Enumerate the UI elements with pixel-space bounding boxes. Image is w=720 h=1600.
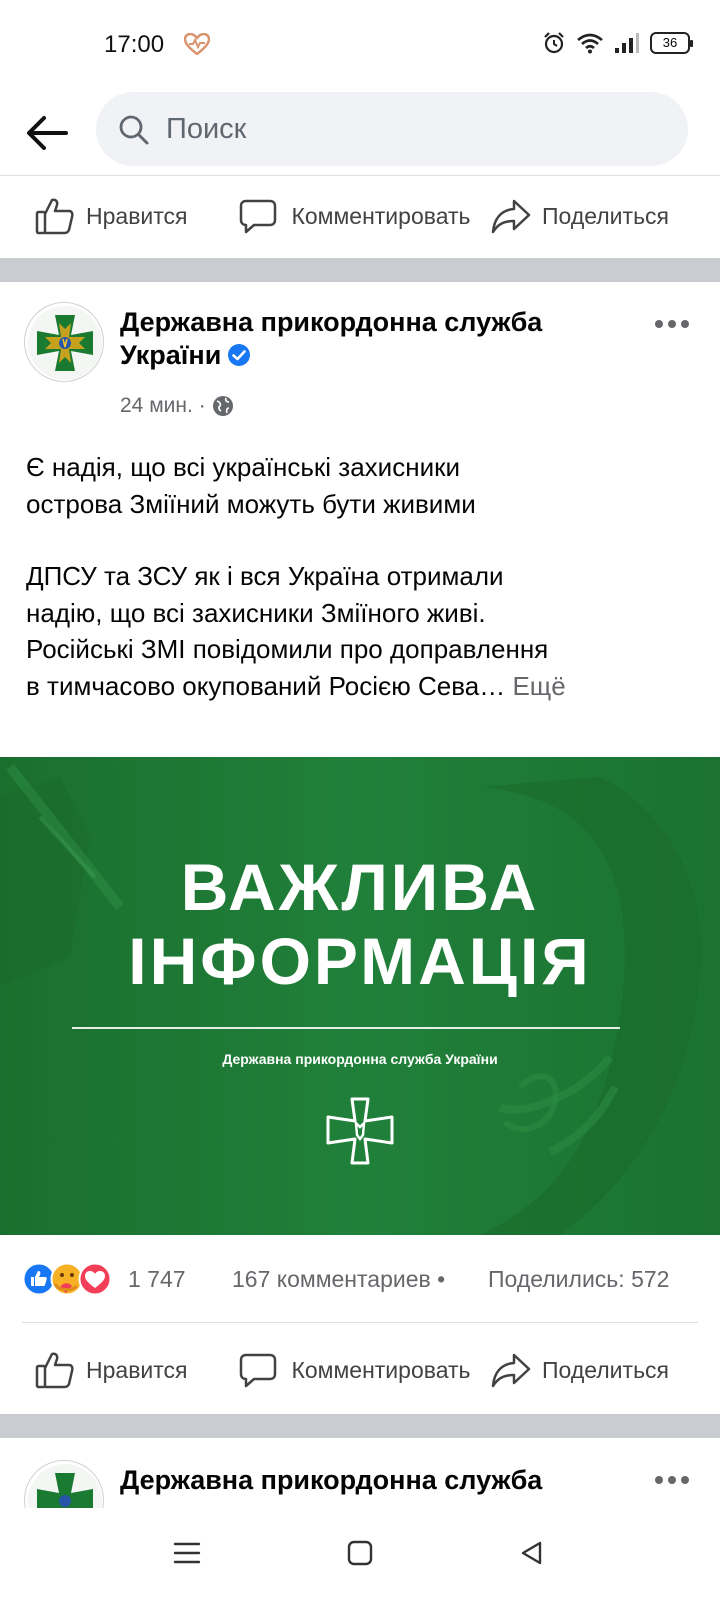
like-reaction-icon <box>24 1264 55 1295</box>
status-bar <box>0 0 720 90</box>
post-text-line: Є надія, що всі українські захисники <box>26 452 460 482</box>
post-text-line: острова Зміїний можуть бути живими <box>26 488 476 519</box>
comments-count-text: 167 комментариев <box>232 1266 431 1292</box>
page-name-line2-row <box>120 339 542 372</box>
comment-label: Комментировать <box>291 1357 471 1383</box>
comment-label: Комментировать <box>291 203 471 229</box>
comment-button[interactable] <box>238 1330 474 1410</box>
meta-dot: · <box>198 394 206 417</box>
share-label: Поделиться <box>542 202 670 229</box>
like-button[interactable] <box>34 176 188 256</box>
feed-separator <box>0 1414 720 1438</box>
search-bar[interactable] <box>96 92 688 166</box>
more-options-icon[interactable] <box>654 314 690 334</box>
search-input[interactable] <box>166 108 646 150</box>
comment-button[interactable] <box>238 176 474 256</box>
reactions-count[interactable]: 1 747 <box>128 1266 186 1292</box>
stats-dot: • <box>437 1266 446 1292</box>
home-square-icon[interactable] <box>346 1539 374 1567</box>
post-text-line: в тимчасово окупований Росією Сева… <box>26 670 506 701</box>
post-text-line: надію, що всі захисники Зміїного живі. <box>26 597 486 628</box>
banner-divider <box>72 1027 620 1029</box>
verified-badge-icon <box>227 343 251 367</box>
banner-title-line2: ІНФОРМАЦІЯ <box>128 924 592 998</box>
search-header <box>0 90 720 176</box>
like-label: Нравится <box>86 202 188 229</box>
system-navigation-bar <box>0 1508 720 1600</box>
search-icon <box>118 114 150 146</box>
alarm-icon <box>542 31 566 55</box>
back-triangle-icon[interactable] <box>518 1539 546 1567</box>
action-bar-previous <box>0 176 720 256</box>
post-meta <box>120 394 234 418</box>
feed-separator <box>0 258 720 282</box>
post-text-last-line <box>26 668 706 705</box>
share-label: Поделиться <box>542 1356 670 1383</box>
page-name-line2: України <box>120 340 222 370</box>
comment-bubble-icon <box>238 196 278 236</box>
next-page-name-line1: Державна прикордонна служба <box>120 1465 543 1495</box>
stats-divider <box>22 1322 698 1323</box>
banner-subtitle: Державна прикордонна служба України <box>222 1051 498 1067</box>
status-time: 17:00 <box>104 31 165 58</box>
post-time[interactable]: 24 мин. <box>120 394 193 417</box>
banner-emblem-icon <box>326 1097 394 1165</box>
banner-title-line1: ВАЖЛИВА <box>180 850 540 924</box>
page-avatar[interactable] <box>24 302 104 382</box>
shares-count[interactable]: Поделились: 572 <box>488 1266 670 1292</box>
page-name-line1: Державна прикордонна служба <box>120 307 543 337</box>
status-icons <box>542 31 690 55</box>
border-guard-emblem-icon <box>25 303 104 382</box>
see-more-link[interactable]: Ещё <box>512 670 566 701</box>
health-heart-icon <box>184 33 210 55</box>
share-button[interactable] <box>490 176 669 256</box>
reaction-icons[interactable] <box>22 1262 122 1296</box>
more-options-icon[interactable] <box>654 1470 690 1490</box>
wifi-icon <box>576 32 604 54</box>
action-bar <box>0 1330 720 1410</box>
back-arrow-icon[interactable] <box>22 108 72 158</box>
menu-icon[interactable] <box>172 1538 202 1568</box>
share-arrow-icon <box>490 195 532 237</box>
care-reaction-icon <box>52 1264 83 1295</box>
signal-icon <box>614 32 640 54</box>
page-name[interactable] <box>120 306 542 372</box>
thumbs-up-icon <box>34 195 76 237</box>
like-button[interactable] <box>34 1330 188 1410</box>
post-text-line: Російські ЗМІ повідомили про доправлення <box>26 634 549 664</box>
share-arrow-icon <box>490 1349 532 1391</box>
comment-bubble-icon <box>238 1350 278 1390</box>
next-post-page-name[interactable] <box>120 1464 542 1497</box>
post-stats <box>0 1258 720 1302</box>
thumbs-up-icon <box>34 1349 76 1391</box>
love-reaction-icon <box>80 1264 111 1295</box>
battery-indicator: 36 <box>650 32 690 54</box>
comments-count[interactable] <box>232 1266 445 1293</box>
globe-icon <box>212 395 234 417</box>
post-image[interactable] <box>0 757 720 1235</box>
like-label: Нравится <box>86 1356 188 1383</box>
share-button[interactable] <box>490 1330 669 1410</box>
post-text <box>26 449 706 704</box>
post-text-line: ДПСУ та ЗСУ як і вся Україна отримали <box>26 561 504 591</box>
